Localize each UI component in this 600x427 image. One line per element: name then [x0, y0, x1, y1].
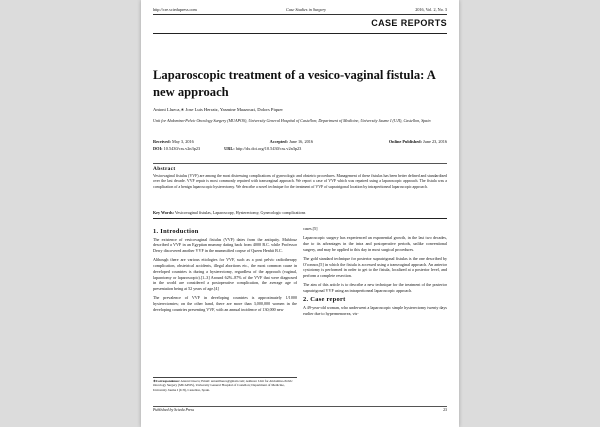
online-date: June 23, 2016	[423, 139, 447, 144]
divider	[153, 33, 447, 34]
intro-paragraph: The prevalence of VVF in developing countries is approximately 1/1000 hysterectomies; on the other hand, there are more than 3,000,000 women in the developing countries presenting VVF, with an annual incidence of 130,000 new	[153, 295, 297, 312]
affiliation: Unit for Abdomino-Pelvic Oncology Surgery (MUAPOS), University General Hospital of Castellon; Department of Medicine, University Jaume I (UJI), Castellon, Spain	[153, 118, 431, 123]
body-paragraph: Laparoscopic surgery has experienced an exponential growth, in the last two decades, due to its advantages in the intra and postoperative periods, unlike conventional surgery, and may be applied to this day in most surgical procedures.	[303, 235, 447, 252]
running-header	[153, 7, 447, 15]
keywords-text: Vesicovaginal fistulas, Laparoscopy, Hysterectomy, Gynecologic complications	[174, 210, 306, 215]
abstract-heading: Abstract	[153, 166, 176, 172]
journal-name: Case Studies in Surgery	[286, 7, 326, 12]
intro-paragraph: The existence of vesicovaginal fistulas (VVF) dates from the antiquity. Mahfouz described a VVF in an Egyptian mummy dating back from 4000 B.C. while Professor Derry discovered another VVF in the mummified corpse of Queen Henhit B.C.	[153, 236, 297, 254]
keywords	[153, 210, 447, 215]
left-column	[153, 226, 297, 316]
received-date: May 3, 2016	[171, 139, 194, 144]
received-label: Received:	[153, 139, 171, 144]
publisher: Published by Sciedu Press	[153, 408, 195, 412]
divider	[153, 218, 447, 219]
divider	[153, 163, 447, 164]
section-label: CASE REPORTS	[371, 18, 447, 28]
correspondence-footnote	[153, 377, 297, 392]
publication-dates	[153, 139, 447, 152]
case-paragraph: A 49-year-old woman, who underwent a laparoscopic simple hysterectomy twenty days earlier due to hypermenorrea, vis-	[303, 305, 447, 316]
online-label: Online Published:	[388, 139, 422, 144]
footnote-text: Antoni Llueca; Email: antonillueca@gmail.com; Address: Unit for Abdomino-Pelvic Oncology Surgery (MUAPOS), University General Hospital of Castellon; Department of Medicine, University Jaume I (UJI), Castellon, Spain.	[153, 379, 293, 392]
footnote-label: ∗Correspondence:	[153, 379, 180, 383]
right-column	[303, 226, 447, 320]
accepted-label: Accepted:	[269, 139, 288, 144]
page-number: 23	[443, 408, 447, 412]
journal-url[interactable]: http://cre.sciedupress.com	[153, 7, 197, 12]
page-footer	[153, 406, 447, 412]
case-report-heading: 2. Case report	[303, 296, 346, 304]
accepted-date: June 16, 2016	[289, 139, 314, 144]
body-paragraph: cases.[5]	[303, 226, 318, 231]
doi-value[interactable]: 10.5430/css.v2n3p23	[163, 145, 201, 151]
keywords-label: Key Words:	[153, 210, 174, 215]
body-paragraph: The aim of this article is to describe a new technique for the treatment of the posterior supratrigonal VVF using an intraperitoneal laparoscopic approach.	[303, 282, 447, 294]
paper-page	[141, 0, 459, 427]
url-label: URL:	[224, 145, 235, 151]
journal-volume: 2016, Vol. 2, No. 3	[415, 7, 447, 12]
body-paragraph: The gold standard technique for posterior supratrigonal fistulas is the one described by O'connor,[5] in which the fistula is accessed using a transvaginal approach. An anterior cystotomy is performed in order to get to the fistula, localized at a posterior level, and perform a complete resection.	[303, 256, 447, 279]
intro-paragraph: Although there are various etiologies for VVF, such as a post pelvic radiotherapy complication, obstetrical accidents, illegal abortions etc., the most common cause in developed countries is during a hysterectomy, regardless of the approach (vaginal, laparotomy or laparoscopic).[1–3] Around 62%–87% of the VVF that were diagnosed in the world are considered a postoperative complication, the average age of presentation being at 52 years of age.[4]	[153, 257, 297, 291]
abstract-text: Vesicovaginal fistulas (VVF) are among the most distressing complications of gynecologic and obstetric procedures. Management of these fistulas has been better defined and standardized over the last decade. VVF repair is most commonly repaired with transvaginal approach. We report a case of VVF which was repaired using a laparoscopic approach. The fistula was a complication of a benign laparoscopic hysterectomy. We describe a novel technique for the treatment of VVF of supratrigonal location by intraperitoneal laparoscopic approach.	[153, 174, 447, 189]
doi-label: DOI:	[153, 145, 163, 151]
authors: Antoni Llueca,∗ Jose Luis Herraiz, Yasmine Maazouzi, Dolors Piquer	[153, 107, 283, 112]
paper-title: Laparoscopic treatment of a vesico-vaginal fistula: A new approach	[153, 68, 436, 99]
url-value[interactable]: http://dx.doi.org/10.5430/css.v2n3p23	[235, 145, 302, 151]
intro-heading: 1. Introduction	[153, 228, 199, 235]
